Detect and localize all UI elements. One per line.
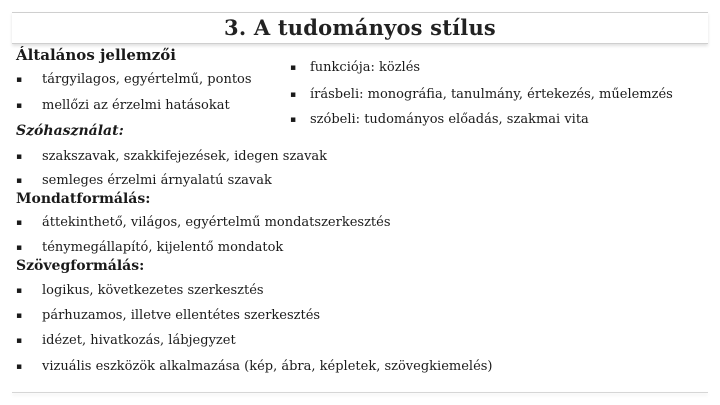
bullet-icon: ▪ (16, 101, 23, 111)
bullet-icon: ▪ (16, 362, 23, 372)
general-heading: Általános jellemzői (16, 46, 176, 64)
bullet-icon: ▪ (290, 90, 297, 100)
list-item-text: vizuális eszközök alkalmazása (kép, ábra, képletek, szövegkiemelés) (42, 359, 493, 374)
list-item-text: ténymegállapító, kijelentő mondatok (42, 240, 284, 255)
bottom-divider (12, 392, 708, 393)
bullet-icon: ▪ (16, 152, 23, 162)
bullet-icon: ▪ (16, 243, 23, 253)
bullet-icon: ▪ (16, 311, 23, 321)
list-item-text: funkciója: közlés (310, 60, 421, 75)
bullet-icon: ▪ (290, 115, 297, 125)
list-item-text: tárgyilagos, egyértelmű, pontos (42, 72, 252, 87)
bullet-icon: ▪ (16, 176, 23, 186)
bullet-icon: ▪ (16, 336, 23, 346)
bullet-icon: ▪ (290, 63, 297, 73)
list-item-text: szóbeli: tudományos előadás, szakmai vita (310, 112, 589, 127)
list-item-text: semleges érzelmi árnyalatú szavak (42, 173, 272, 188)
bullet-icon: ▪ (16, 218, 23, 228)
list-item-text: szakszavak, szakkifejezések, idegen szavak (42, 149, 328, 164)
list-item-text: logikus, következetes szerkesztés (42, 283, 264, 298)
bullet-icon: ▪ (16, 75, 23, 85)
bullet-icon: ▪ (16, 286, 23, 296)
title-bar (12, 12, 708, 44)
word-use-heading: Szóhasználat: (16, 123, 124, 139)
list-item-text: párhuzamos, illetve ellentétes szerkesztés (42, 308, 321, 323)
text-form-heading: Szövegformálás: (16, 258, 145, 274)
list-item-text: áttekinthető, világos, egyértelmű mondatszerkesztés (42, 215, 391, 230)
sentence-heading: Mondatformálás: (16, 191, 151, 207)
list-item-text: mellőzi az érzelmi hatásokat (42, 98, 230, 113)
list-item-text: írásbeli: monográfia, tanulmány, értekezés, műelemzés (310, 87, 673, 102)
list-item-text: idézet, hivatkozás, lábjegyzet (42, 333, 236, 348)
slide-title: 3. A tudományos stílus (224, 15, 496, 40)
